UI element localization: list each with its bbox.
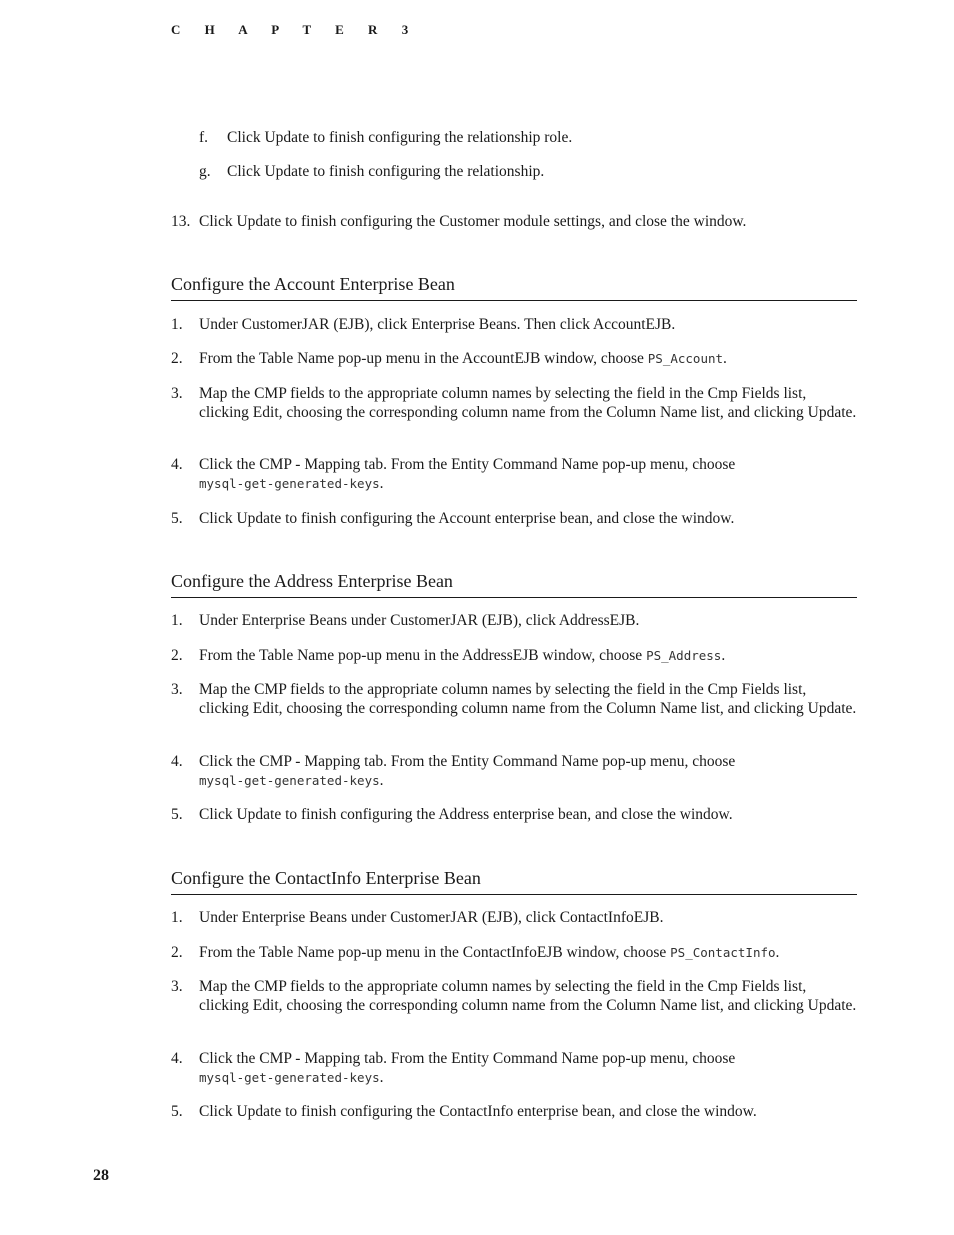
table-name-code: PS_Address — [646, 648, 722, 663]
step-marker: 1. — [171, 316, 183, 333]
step-text: Map the CMP fields to the appropriate column names by selecting the field in the Cmp Fields list, clicking Edit, choosing the corresponding column name from the Column Name list, and clicking Update. — [199, 385, 857, 421]
step-marker: 3. — [171, 681, 183, 698]
step-marker: 5. — [171, 510, 183, 527]
step-marker: 1. — [171, 909, 183, 926]
step-text: Click the CMP - Mapping tab. From the Entity Command Name pop-up menu, choose mysql-get-generated-keys. — [199, 753, 736, 789]
table-name-code: PS_ContactInfo — [670, 945, 776, 960]
step-text: Map the CMP fields to the appropriate column names by selecting the field in the Cmp Fields list, clicking Edit, choosing the corresponding column name from the Column Name list, and clicking Update. — [199, 978, 857, 1014]
step-text: Under Enterprise Beans under CustomerJAR (EJB), click ContactInfoEJB. — [199, 909, 664, 926]
step-marker: 4. — [171, 456, 183, 473]
table-name-code: PS_Account — [647, 351, 724, 366]
step-text: From the Table Name pop-up menu in the AddressEJB window, choose PS_Address. — [199, 647, 726, 664]
step-text: Click Update to finish configuring the Customer module settings, and close the window. — [199, 213, 747, 230]
section-heading-account: Configure the Account Enterprise Bean — [171, 273, 857, 301]
step-marker: 2. — [171, 944, 183, 961]
step-marker: 3. — [171, 385, 183, 402]
section-heading-address: Configure the Address Enterprise Bean — [171, 570, 857, 598]
step-text: Click the CMP - Mapping tab. From the Entity Command Name pop-up menu, choose mysql-get-generated-keys. — [199, 456, 736, 492]
step-marker: g. — [199, 163, 211, 180]
step-marker: 13. — [171, 213, 191, 230]
step-marker: 5. — [171, 806, 183, 823]
step-text: Under Enterprise Beans under CustomerJAR (EJB), click AddressEJB. — [199, 612, 640, 629]
step-text: Click Update to finish configuring the ContactInfo enterprise bean, and close the window. — [199, 1103, 757, 1120]
step-text: Click Update to finish configuring the relationship. — [227, 163, 545, 180]
step-text: Click Update to finish configuring the Account enterprise bean, and close the window. — [199, 510, 735, 527]
step-marker: 2. — [171, 647, 183, 664]
step-marker: 4. — [171, 1050, 183, 1067]
command-name-code: mysql-get-generated-keys — [199, 773, 380, 788]
step-marker: 2. — [171, 350, 183, 367]
step-marker: 1. — [171, 612, 183, 629]
step-text: From the Table Name pop-up menu in the AccountEJB window, choose PS_Account. — [199, 350, 727, 367]
step-marker: 4. — [171, 753, 183, 770]
step-marker: 3. — [171, 978, 183, 995]
step-text: Under CustomerJAR (EJB), click Enterprise Beans. Then click AccountEJB. — [199, 316, 676, 333]
step-text: Click the CMP - Mapping tab. From the Entity Command Name pop-up menu, choose mysql-get-generated-keys. — [199, 1050, 736, 1086]
step-text: Map the CMP fields to the appropriate column names by selecting the field in the Cmp Fields list, clicking Edit, choosing the corresponding column name from the Column Name list, and clicking Update. — [199, 681, 857, 717]
step-marker: f. — [199, 129, 209, 146]
section-heading-contactinfo: Configure the ContactInfo Enterprise Bean — [171, 867, 857, 895]
step-text: Click Update to finish configuring the relationship role. — [227, 129, 573, 146]
chapter-header: C H A P T E R 3 — [171, 22, 419, 37]
command-name-code: mysql-get-generated-keys — [199, 476, 380, 491]
page-number: 28 — [93, 1167, 109, 1184]
step-text: From the Table Name pop-up menu in the ContactInfoEJB window, choose PS_ContactInfo. — [199, 944, 780, 961]
command-name-code: mysql-get-generated-keys — [199, 1070, 380, 1085]
step-marker: 5. — [171, 1103, 183, 1120]
step-text: Click Update to finish configuring the Address enterprise bean, and close the window. — [199, 806, 733, 823]
